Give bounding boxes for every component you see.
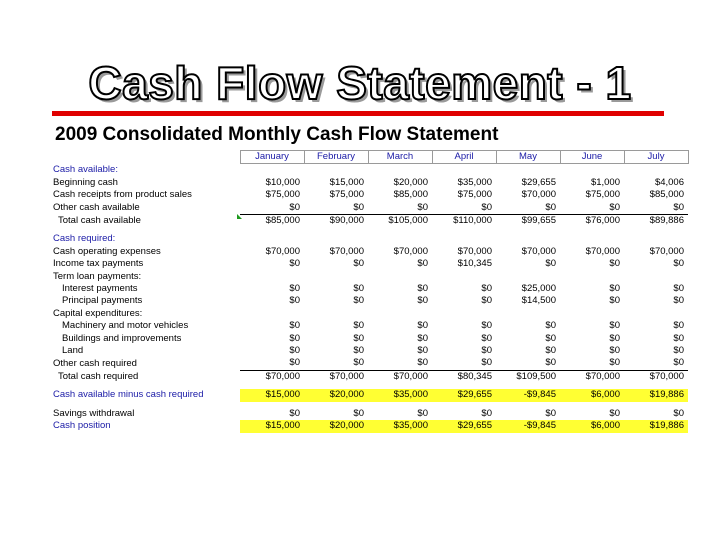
value-cell-july: $0 <box>673 320 684 332</box>
value-cell-april: $0 <box>481 332 492 344</box>
value-cell-may <box>496 233 560 245</box>
value-cell-may <box>496 308 560 320</box>
row-label: Cash operating expenses <box>53 245 161 257</box>
value-cell-may: $14,500 <box>521 295 556 307</box>
value-cell-january <box>240 233 304 245</box>
row-label: Beginning cash <box>53 176 118 188</box>
value-cell-may <box>496 164 560 177</box>
value-cell-may: $25,000 <box>521 283 556 295</box>
value-cell-april: $29,655 <box>432 389 496 401</box>
value-cell-may <box>496 271 560 283</box>
row-label: Savings withdrawal <box>53 407 135 419</box>
value-cell-february: $0 <box>353 407 364 419</box>
month-header-may: May <box>496 151 560 164</box>
month-header-january: January <box>240 151 304 164</box>
value-cell-march <box>368 308 432 320</box>
value-cell-may: $99,655 <box>496 215 560 228</box>
value-cell-february <box>304 233 368 245</box>
value-cell-april: $0 <box>481 320 492 332</box>
value-cell-may: $0 <box>545 357 556 369</box>
value-cell-february: $20,000 <box>304 389 368 401</box>
value-cell-january: $70,000 <box>240 370 304 383</box>
value-cell-january: $0 <box>289 201 300 213</box>
value-cell-april: $0 <box>481 283 492 295</box>
value-cell-january: $70,000 <box>265 245 300 257</box>
row-label: Cash available: <box>53 164 118 176</box>
value-cell-january: $0 <box>289 258 300 270</box>
value-cell-february: $0 <box>353 201 364 213</box>
cash-flow-table <box>52 150 689 433</box>
row-capital-expenditures <box>52 308 688 320</box>
value-cell-january: $15,000 <box>240 420 304 432</box>
value-cell-may: $0 <box>545 201 556 213</box>
value-cell-may: $109,500 <box>496 370 560 383</box>
row-other-cash-available <box>52 202 688 215</box>
value-cell-july: $70,000 <box>649 245 684 257</box>
value-cell-march: $0 <box>417 201 428 213</box>
value-cell-march: $70,000 <box>393 245 428 257</box>
value-cell-april: $0 <box>481 357 492 369</box>
value-cell-march: $0 <box>417 357 428 369</box>
row-label: Interest payments <box>62 283 138 295</box>
row-land <box>52 345 688 357</box>
row-income-tax-payments <box>52 258 688 270</box>
value-cell-february <box>304 308 368 320</box>
value-cell-february: $0 <box>353 295 364 307</box>
value-cell-june: $0 <box>609 320 620 332</box>
row-cash-available-header <box>52 164 688 177</box>
sheet-title: 2009 Consolidated Monthly Cash Flow Statement <box>55 124 499 145</box>
value-cell-may: -$9,845 <box>496 389 560 401</box>
value-cell-july: $0 <box>673 283 684 295</box>
value-cell-april: $0 <box>481 201 492 213</box>
value-cell-march <box>368 271 432 283</box>
row-label: Other cash available <box>53 201 140 213</box>
value-cell-march: $105,000 <box>368 215 432 228</box>
value-cell-april: $0 <box>481 295 492 307</box>
value-cell-march: $35,000 <box>368 420 432 432</box>
value-cell-february: $15,000 <box>329 176 364 188</box>
row-label: Cash required: <box>53 233 116 245</box>
title-divider <box>52 111 664 116</box>
value-cell-january: $75,000 <box>265 189 300 201</box>
row-available-minus-required <box>52 389 688 401</box>
value-cell-march <box>368 233 432 245</box>
value-cell-march: $0 <box>417 258 428 270</box>
value-cell-march <box>368 164 432 177</box>
value-cell-may: $29,655 <box>521 176 556 188</box>
row-total-cash-available <box>52 215 688 228</box>
value-cell-june <box>560 308 624 320</box>
slide-title: Cash Flow Statement - 1 <box>88 57 632 109</box>
value-cell-february: $0 <box>353 345 364 357</box>
value-cell-february: $20,000 <box>304 420 368 432</box>
value-cell-february <box>304 271 368 283</box>
value-cell-april: $75,000 <box>457 189 492 201</box>
value-cell-june: $70,000 <box>560 370 624 383</box>
value-cell-july: $0 <box>673 332 684 344</box>
row-cash-receipts <box>52 189 688 201</box>
value-cell-february: $0 <box>353 332 364 344</box>
row-other-cash-required <box>52 357 688 370</box>
value-cell-january: $0 <box>289 332 300 344</box>
value-cell-january: $0 <box>289 407 300 419</box>
value-cell-april: $35,000 <box>457 176 492 188</box>
row-beginning-cash <box>52 177 688 189</box>
month-header-february: February <box>304 151 368 164</box>
value-cell-july: $0 <box>673 201 684 213</box>
value-cell-june: $0 <box>609 345 620 357</box>
value-cell-may: $0 <box>545 345 556 357</box>
value-cell-june: $6,000 <box>560 420 624 432</box>
cash-flow-table-body <box>52 164 688 433</box>
value-cell-january: $10,000 <box>265 176 300 188</box>
month-header-april: April <box>432 151 496 164</box>
row-label: Total cash available <box>58 214 141 226</box>
row-label: Cash receipts from product sales <box>53 189 192 201</box>
value-cell-april: $110,000 <box>432 215 496 228</box>
value-cell-march: $20,000 <box>393 176 428 188</box>
value-cell-march: $85,000 <box>393 189 428 201</box>
row-interest-payments <box>52 283 688 295</box>
value-cell-may: $70,000 <box>521 189 556 201</box>
value-cell-march: $70,000 <box>368 370 432 383</box>
row-term-loan-payments <box>52 271 688 283</box>
value-cell-june: $75,000 <box>585 189 620 201</box>
value-cell-january <box>240 271 304 283</box>
month-header-july: July <box>624 151 688 164</box>
row-cash-required-header <box>52 233 688 245</box>
value-cell-may: $0 <box>545 332 556 344</box>
value-cell-february <box>304 164 368 177</box>
value-cell-may: $70,000 <box>521 245 556 257</box>
value-cell-july: $19,886 <box>624 420 688 432</box>
row-label: Income tax payments <box>53 258 144 270</box>
value-cell-february: $90,000 <box>304 215 368 228</box>
value-cell-june: $76,000 <box>560 215 624 228</box>
value-cell-april <box>432 271 496 283</box>
row-total-cash-required <box>52 370 688 383</box>
value-cell-june <box>560 233 624 245</box>
value-cell-march: $0 <box>417 320 428 332</box>
value-cell-june <box>560 271 624 283</box>
value-cell-may: $0 <box>545 320 556 332</box>
value-cell-february: $70,000 <box>329 245 364 257</box>
row-label: Cash available minus cash required <box>53 389 204 401</box>
value-cell-april: $0 <box>481 407 492 419</box>
value-cell-april: $70,000 <box>457 245 492 257</box>
value-cell-march: $35,000 <box>368 389 432 401</box>
value-cell-may: $0 <box>545 258 556 270</box>
value-cell-july: $0 <box>673 407 684 419</box>
value-cell-january <box>240 308 304 320</box>
value-cell-february: $75,000 <box>329 189 364 201</box>
row-label: Principal payments <box>62 295 143 307</box>
value-cell-february: $0 <box>353 357 364 369</box>
row-label: Total cash required <box>58 370 139 382</box>
value-cell-july <box>624 308 688 320</box>
value-cell-march: $0 <box>417 332 428 344</box>
row-label: Term loan payments: <box>53 270 142 282</box>
value-cell-january: $0 <box>289 295 300 307</box>
value-cell-july: $70,000 <box>624 370 688 383</box>
value-cell-march: $0 <box>417 295 428 307</box>
value-cell-february: $70,000 <box>304 370 368 383</box>
value-cell-june: $0 <box>609 201 620 213</box>
value-cell-april: $80,345 <box>432 370 496 383</box>
value-cell-january: $0 <box>289 345 300 357</box>
value-cell-april: $0 <box>481 345 492 357</box>
value-cell-april: $10,345 <box>457 258 492 270</box>
value-cell-june: $1,000 <box>590 176 620 188</box>
value-cell-march: $0 <box>417 283 428 295</box>
value-cell-july <box>624 271 688 283</box>
row-cash-operating-expenses <box>52 246 688 258</box>
value-cell-february: $0 <box>353 283 364 295</box>
row-label: Land <box>62 345 84 357</box>
month-header-march: March <box>368 151 432 164</box>
value-cell-january: $85,000 <box>240 215 304 228</box>
value-cell-june: $0 <box>609 295 620 307</box>
row-label: Cash position <box>53 420 111 432</box>
value-cell-april: $29,655 <box>432 420 496 432</box>
value-cell-april <box>432 308 496 320</box>
cash-flow-table-container <box>52 150 689 433</box>
row-label: Other cash required <box>53 357 137 369</box>
value-cell-june <box>560 164 624 177</box>
value-cell-february: $0 <box>353 320 364 332</box>
value-cell-march: $0 <box>417 345 428 357</box>
row-label: Machinery and motor vehicles <box>62 320 189 332</box>
value-cell-june: $0 <box>609 357 620 369</box>
value-cell-march: $0 <box>417 407 428 419</box>
value-cell-july <box>624 233 688 245</box>
value-cell-june: $0 <box>609 332 620 344</box>
value-cell-july <box>624 164 688 177</box>
value-cell-january: $0 <box>289 320 300 332</box>
row-principal-payments <box>52 295 688 307</box>
value-cell-june: $6,000 <box>560 389 624 401</box>
value-cell-january: $15,000 <box>240 389 304 401</box>
header-blank-cell <box>52 151 240 164</box>
month-header-june: June <box>560 151 624 164</box>
value-cell-may: $0 <box>545 407 556 419</box>
value-cell-july: $85,000 <box>649 189 684 201</box>
row-label: Buildings and improvements <box>62 332 182 344</box>
value-cell-january: $0 <box>289 357 300 369</box>
value-cell-july: $89,886 <box>624 215 688 228</box>
value-cell-june: $0 <box>609 283 620 295</box>
row-label: Capital expenditures: <box>53 307 143 319</box>
row-machinery <box>52 320 688 332</box>
row-cash-position <box>52 420 688 432</box>
value-cell-june: $0 <box>609 407 620 419</box>
value-cell-july: $0 <box>673 258 684 270</box>
value-cell-january <box>240 164 304 177</box>
value-cell-july: $19,886 <box>624 389 688 401</box>
value-cell-july: $0 <box>673 295 684 307</box>
value-cell-april <box>432 164 496 177</box>
value-cell-june: $70,000 <box>585 245 620 257</box>
month-header-row <box>52 151 688 164</box>
value-cell-may: -$9,845 <box>496 420 560 432</box>
value-cell-july: $0 <box>673 357 684 369</box>
value-cell-june: $0 <box>609 258 620 270</box>
value-cell-january: $0 <box>289 283 300 295</box>
row-buildings <box>52 333 688 345</box>
value-cell-april <box>432 233 496 245</box>
value-cell-july: $0 <box>673 345 684 357</box>
value-cell-february: $0 <box>353 258 364 270</box>
row-savings-withdrawal <box>52 408 688 420</box>
value-cell-july: $4,006 <box>654 176 684 188</box>
